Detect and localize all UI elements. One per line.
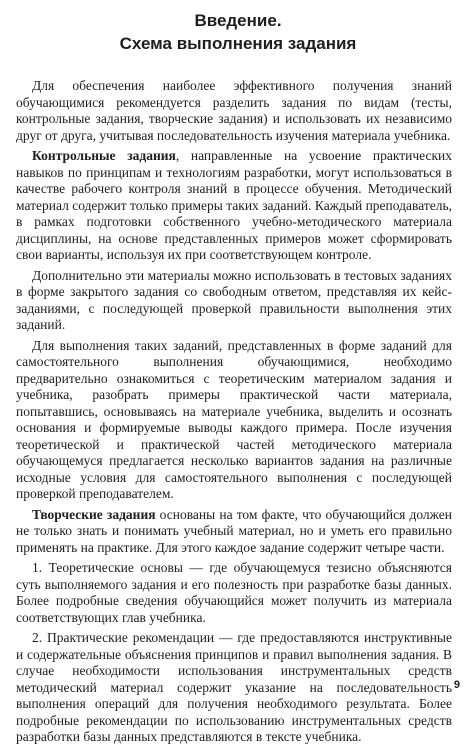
- body-text: [16, 78, 452, 750]
- paragraph-text: 1. Теоретические основы — где обучающемуся тезисно объясняются суть выполняемого задания и его полезность при разработке базы данных. Более подробные сведения обучающийся может получить из материала соответствующих глав учебника.: [16, 560, 452, 625]
- term-control-tasks: Контрольные задания: [32, 148, 176, 163]
- paragraph: [16, 507, 452, 557]
- paragraph-text: Дополнительно эти материалы можно использовать в тестовых заданиях в форме закрытого задания со свободным ответом, представляя их кейс-заданиями, с последующей проверкой правильности выполнения этих заданий.: [16, 267, 452, 332]
- paragraph: [16, 630, 452, 746]
- paragraph: [16, 338, 452, 503]
- paragraph-text: 2. Практические рекомендации — где предоставляются инструктивные и содержательные объяснения принципов и правил выполнения задания. В случае необходимости использования инструментальных средств методический материал содержит указание на последовательность выполнения операций для получения необходимого результата. Более подробные рекомендации по использованию инструментальных средств разработки базы данных представляются в тексте учебника.: [16, 630, 452, 744]
- paragraph-text: , направленные на усвоение практических навыков по принципам и технологиям разработки, могут использоваться в качестве рабочего контроля знаний в процессе обучения. Методический материал содержит только примеры таких заданий. Каждый преподаватель, в рамках подготовки собственного учебно-методического материала дисциплины, на основе представленных примеров может сформировать свои варианты, используя их при соответствующем контроле.: [16, 148, 452, 262]
- paragraph-text: основаны на том факте, что обучающийся должен не только знать и понимать учебный материал, но и уметь его правильно применять на практике. Для этого каждое задание содержит четыре части.: [16, 506, 452, 555]
- paragraph: [16, 78, 452, 144]
- term-creative-tasks: Творческие задания: [32, 506, 156, 522]
- paragraph-text: Для выполнения таких заданий, представленных в форме заданий для самостоятельного выполнения обучающимися, необходимо предварительно ознакомиться с теоретическим материалом задания и учебника, разобрать примеры практической части материала, попытавшись, основываясь на материале учебника, выделить и осознать основания и формируемые выводы каждого примера. После изучения теоретической и практической частей методического материала обучающемуся предлагается несколько вариантов задания на различные исходные условия для самостоятельного выполнения с последующей проверкой преподавателем.: [16, 337, 452, 501]
- section-title: Введение.: [194, 11, 282, 30]
- section-subtitle: Схема выполнения задания: [119, 34, 357, 53]
- paragraph: [16, 148, 452, 264]
- paragraph: [16, 268, 452, 334]
- paragraph-text: Для обеспечения наиболее эффективного получения знаний обучающимися рекомендуется разделить задания по видам (тесты, контрольные задания, творческие задания) и использовать их независимо друг от друга, учитывая последовательность изучения материала учебника.: [16, 78, 452, 143]
- paragraph: [16, 560, 452, 626]
- page-number: 9: [453, 679, 460, 691]
